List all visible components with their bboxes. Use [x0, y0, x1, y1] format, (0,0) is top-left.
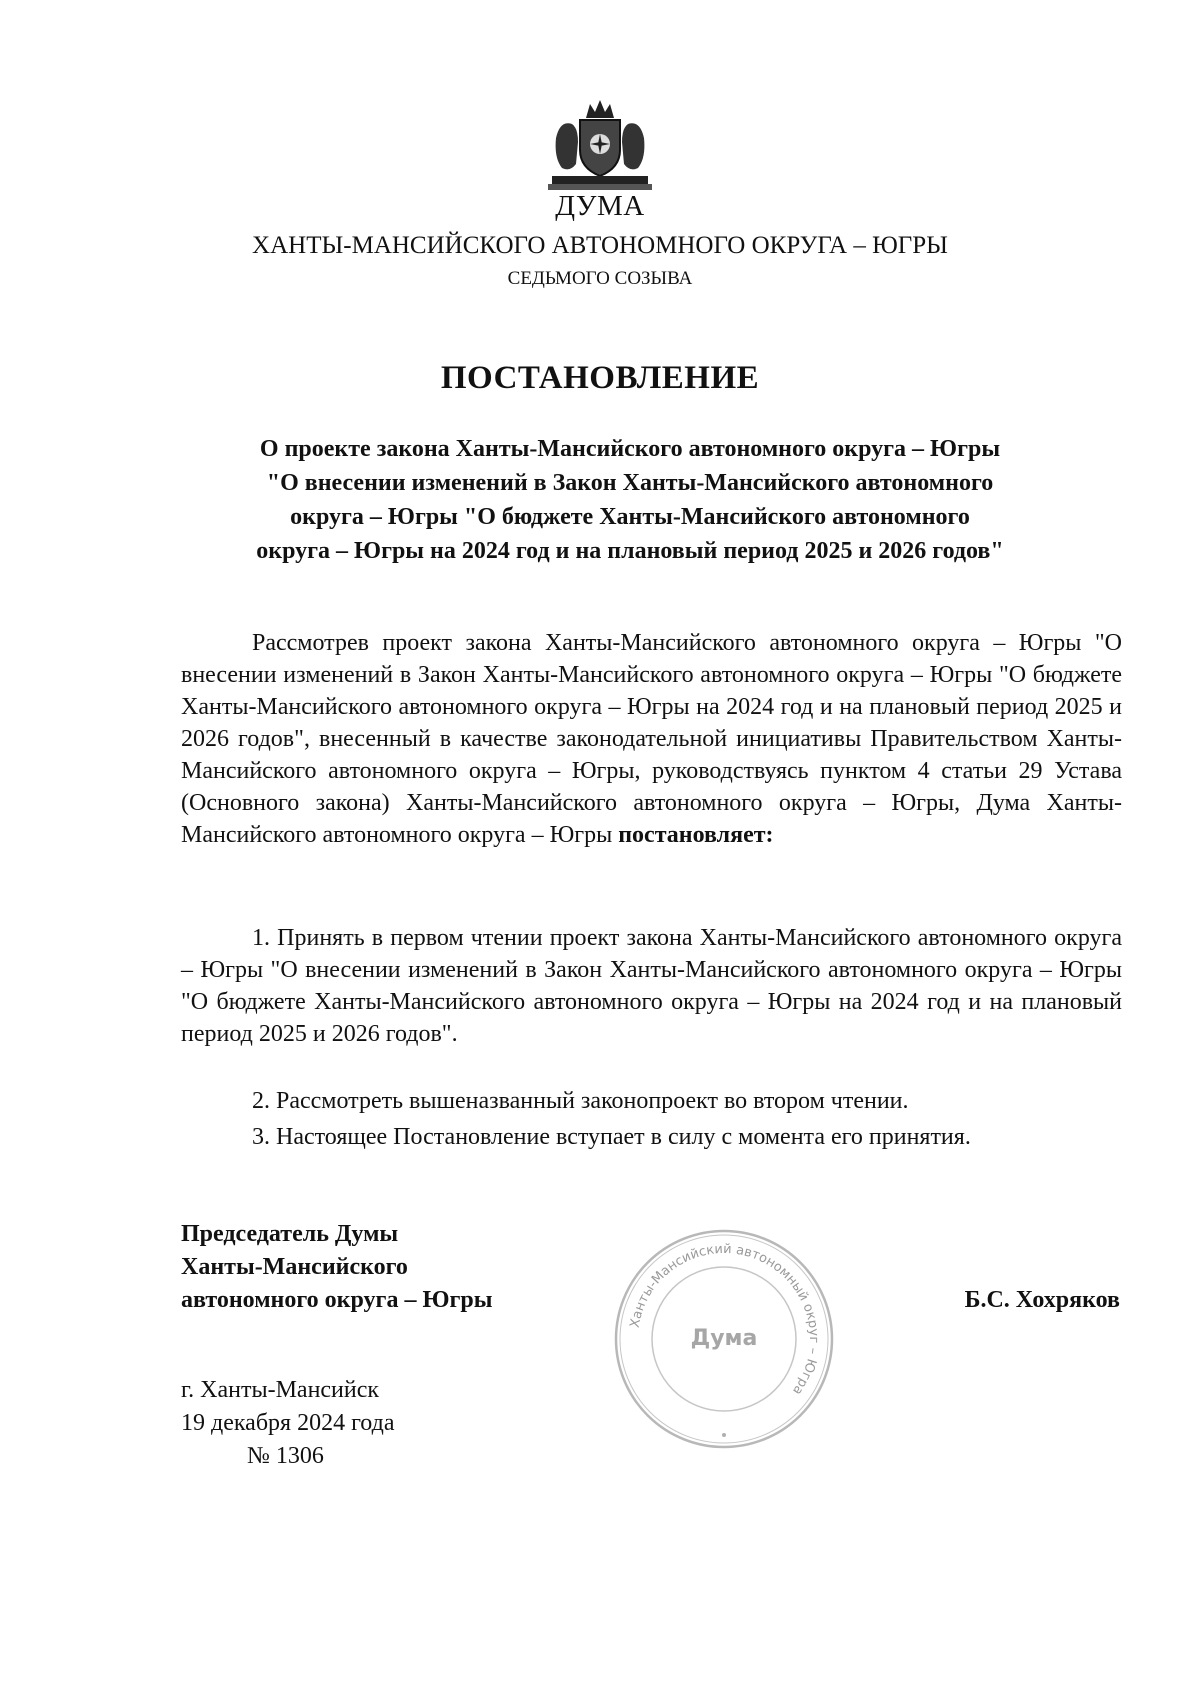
subject-line: округа – Югры "О бюджете Ханты-Мансийского автономного: [290, 504, 970, 530]
resolution-item-1: 1. Принять в первом чтении проект закона Ханты-Мансийского автономного округа – Югры "О внесении изменений в Закон Ханты-Мансийского автономного округа – Югры "О бюджете Ханты-Мансийского автономного округа – Югры на 2024 год и на плановый период 2025 и 2026 годов".: [181, 925, 1122, 1047]
subject-line: округа – Югры на 2024 год и на плановый период 2025 и 2026 годов": [256, 538, 1004, 564]
signatory-title: [181, 1218, 601, 1317]
coat-of-arms-emblem: [542, 98, 658, 198]
subject-line: "О внесении изменений в Закон Ханты-Мансийского автономного: [266, 470, 994, 496]
signatory-title-line: Председатель Думы: [181, 1221, 399, 1247]
document-number: № 1306: [247, 1443, 324, 1469]
subject-line: О проекте закона Ханты-Мансийского автономного округа – Югры: [259, 436, 1001, 462]
resolution-item-2: 2. Рассмотреть вышеназванный законопроект во втором чтении.: [252, 1088, 909, 1114]
preamble-text: Рассмотрев проект закона Ханты-Мансийского автономного округа – Югры "О внесении изменений в Закон Ханты-Мансийского автономного округа – Югры "О бюджете Ханты-Мансийского автономного округа – Югры на 2024 год и на плановый период 2025 и 2026 годов", внесенный в качестве законодательной инициативы Правительством Ханты-Мансийского автономного округа – Югры, руководствуясь пунктом 4 статьи 29 Устава (Основного закона) Ханты-Мансийского автономного округа – Югры, Дума Ханты-Мансийского автономного округа – Югры: [181, 630, 1122, 848]
official-seal: [610, 1225, 838, 1453]
okrug-title: ХАНТЫ-МАНСИЙСКОГО АВТОНОМНОГО ОКРУГА – ЮГРЫ: [252, 232, 948, 259]
preamble-paragraph: [181, 627, 1122, 851]
svg-text:Ханты-Мансийский автономный ок: [628, 1242, 821, 1398]
date: 19 декабря 2024 года: [181, 1410, 395, 1436]
signatory-name: Б.С. Хохряков: [964, 1287, 1120, 1313]
organization-title: ДУМА: [555, 190, 645, 222]
place: г. Ханты-Мансийск: [181, 1377, 380, 1403]
convocation-title: СЕДЬМОГО СОЗЫВА: [507, 268, 693, 289]
place-date-block: [181, 1374, 501, 1473]
preamble-resolves: постановляет:: [618, 822, 774, 848]
document-subject: [180, 432, 1080, 568]
resolution-item-3: 3. Настоящее Постановление вступает в силу с момента его принятия.: [252, 1124, 971, 1150]
seal-ring-text: Ханты-Мансийский автономный округ – Югра: [627, 1241, 822, 1398]
signatory-title-line: автономного округа – Югры: [181, 1287, 493, 1313]
seal-center-text: Дума: [690, 1326, 758, 1351]
signatory-title-line: Ханты-Мансийского: [181, 1254, 408, 1280]
document-type: ПОСТАНОВЛЕНИЕ: [440, 360, 760, 396]
